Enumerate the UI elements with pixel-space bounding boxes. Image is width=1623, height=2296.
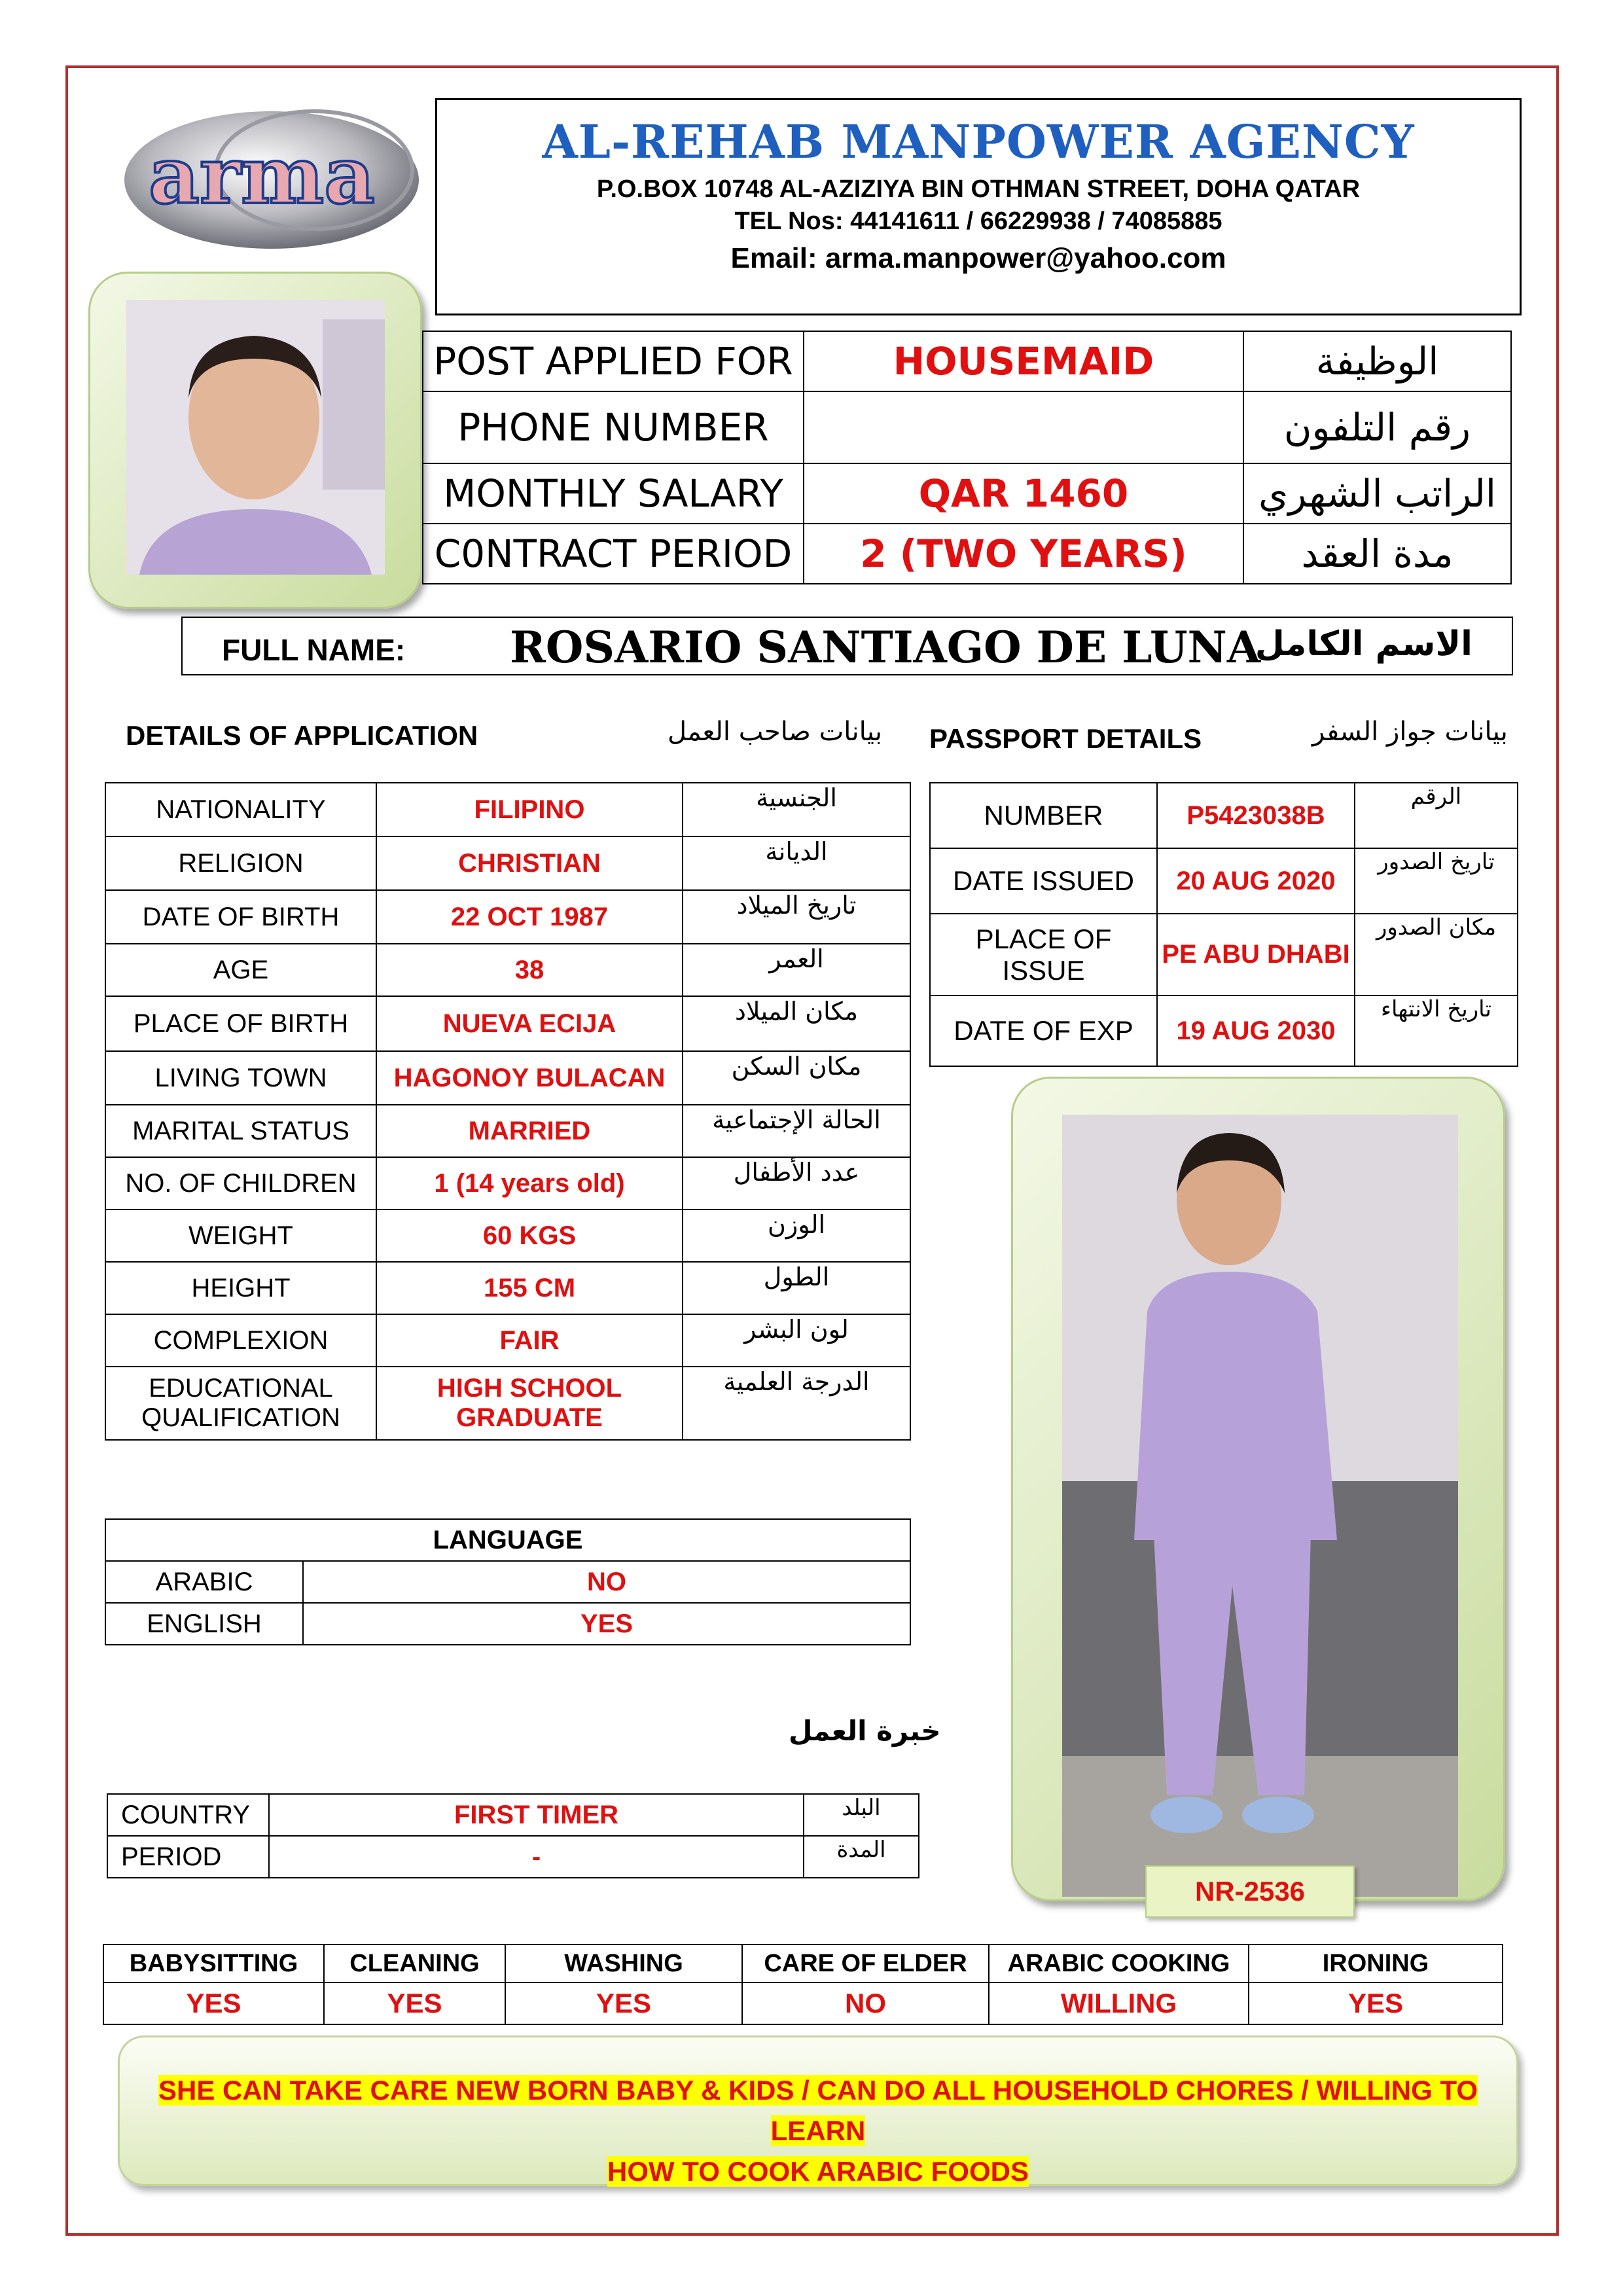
detail-label-ar: تاريخ الميلاد bbox=[683, 890, 910, 944]
post-row bbox=[423, 391, 1511, 463]
passport-label-ar: مكان الصدور bbox=[1355, 914, 1518, 996]
detail-label-ar: العمر bbox=[683, 944, 910, 996]
detail-value: 22 OCT 1987 bbox=[376, 890, 683, 944]
skill-value: YES bbox=[505, 1982, 742, 2024]
table-row bbox=[930, 783, 1518, 848]
detail-label: NO. OF CHILDREN bbox=[105, 1157, 376, 1210]
post-row bbox=[423, 463, 1511, 524]
passport-table bbox=[929, 782, 1518, 1067]
full-name-label-ar: الاسم الكامل bbox=[1255, 624, 1472, 664]
agency-address: P.O.BOX 10748 AL-AZIZIYA BIN OTHMAN STREET, DOHA QATAR bbox=[596, 175, 1361, 203]
detail-value: CHRISTIAN bbox=[376, 836, 683, 890]
language-table bbox=[105, 1518, 911, 1645]
svg-text:arma: arma bbox=[149, 130, 375, 222]
table-row bbox=[105, 836, 910, 890]
detail-value: 38 bbox=[376, 944, 683, 996]
post-label-ar: مدة العقد bbox=[1243, 524, 1511, 584]
skills-value-row bbox=[103, 1982, 1503, 2024]
experience-table bbox=[107, 1793, 919, 1878]
post-value: QAR 1460 bbox=[804, 463, 1243, 524]
table-row bbox=[105, 996, 910, 1051]
passport-label: PLACE OF ISSUE bbox=[930, 914, 1157, 996]
detail-label: HEIGHT bbox=[105, 1262, 376, 1314]
detail-value: HAGONOY BULACAN bbox=[376, 1051, 683, 1105]
passport-value: 19 AUG 2030 bbox=[1157, 996, 1355, 1066]
passport-value: PE ABU DHABI bbox=[1157, 914, 1355, 996]
detail-label: RELIGION bbox=[105, 836, 376, 890]
post-table bbox=[422, 331, 1512, 584]
detail-label: NATIONALITY bbox=[105, 783, 376, 836]
table-row bbox=[107, 1794, 919, 1836]
table-row bbox=[105, 1603, 910, 1645]
detail-label-ar: الدرجة العلمية bbox=[683, 1367, 910, 1440]
full-name-box bbox=[181, 617, 1513, 675]
skill-value: YES bbox=[103, 1982, 324, 2024]
table-row bbox=[105, 1105, 910, 1157]
language-title: LANGUAGE bbox=[105, 1519, 910, 1561]
experience-label-ar: البلد bbox=[804, 1794, 919, 1836]
detail-label: DATE OF BIRTH bbox=[105, 890, 376, 944]
post-label: MONTHLY SALARY bbox=[423, 463, 804, 524]
post-label-ar: الوظيفة bbox=[1243, 331, 1511, 391]
detail-label-ar: الجنسية bbox=[683, 783, 910, 836]
skill-header: CLEANING bbox=[324, 1945, 505, 1982]
detail-value: 1 (14 years old) bbox=[376, 1157, 683, 1210]
agency-email: Email: arma.manpower@yahoo.com bbox=[730, 242, 1226, 274]
detail-value: MARRIED bbox=[376, 1105, 683, 1157]
detail-label: PLACE OF BIRTH bbox=[105, 996, 376, 1051]
passport-label-ar: تاريخ الانتهاء bbox=[1355, 996, 1518, 1066]
post-value: 2 (TWO YEARS) bbox=[804, 524, 1243, 584]
remark-box bbox=[118, 2036, 1518, 2186]
fullbody-photo-frame bbox=[1011, 1077, 1505, 1901]
agency-name: AL-REHAB MANPOWER AGENCY bbox=[542, 115, 1415, 169]
table-row bbox=[105, 944, 910, 996]
passport-label: NUMBER bbox=[930, 783, 1157, 848]
passport-label: DATE OF EXP bbox=[930, 996, 1157, 1066]
table-row bbox=[930, 996, 1518, 1066]
portrait-photo-frame bbox=[88, 272, 422, 609]
post-value bbox=[804, 391, 1243, 463]
table-row bbox=[105, 783, 910, 836]
portrait-photo bbox=[126, 300, 385, 575]
detail-label-ar: مكان السكن bbox=[683, 1051, 910, 1105]
skill-value: YES bbox=[1249, 1982, 1503, 2024]
detail-label: AGE bbox=[105, 944, 376, 996]
experience-title-ar: خبرة العمل bbox=[789, 1715, 941, 1747]
skill-header: BABYSITTING bbox=[103, 1945, 324, 1982]
skills-table bbox=[103, 1944, 1503, 2025]
table-row bbox=[105, 1314, 910, 1367]
skill-header: WASHING bbox=[505, 1945, 742, 1982]
fullbody-photo bbox=[1062, 1115, 1458, 1897]
details-title: DETAILS OF APPLICATION bbox=[126, 720, 478, 751]
detail-value: FILIPINO bbox=[376, 783, 683, 836]
language-label: ENGLISH bbox=[105, 1603, 303, 1645]
detail-value: 60 KGS bbox=[376, 1210, 683, 1262]
detail-value: NUEVA ECIJA bbox=[376, 996, 683, 1051]
detail-value: HIGH SCHOOL GRADUATE bbox=[376, 1367, 683, 1440]
table-row bbox=[105, 1519, 910, 1561]
agency-tel: TEL Nos: 44141611 / 66229938 / 74085885 bbox=[734, 207, 1222, 235]
detail-value: 155 CM bbox=[376, 1262, 683, 1314]
passport-value: 20 AUG 2020 bbox=[1157, 848, 1355, 914]
post-row bbox=[423, 331, 1511, 391]
detail-label: EDUCATIONAL QUALIFICATION bbox=[105, 1367, 376, 1440]
skill-value: NO bbox=[742, 1982, 989, 2024]
table-row bbox=[105, 1262, 910, 1314]
details-table bbox=[105, 782, 911, 1441]
details-title-ar: بيانات صاحب العمل bbox=[668, 717, 882, 747]
agency-header bbox=[435, 98, 1522, 315]
post-value: HOUSEMAID bbox=[804, 331, 1243, 391]
language-label: ARABIC bbox=[105, 1561, 303, 1603]
post-label: C0NTRACT PERIOD bbox=[423, 524, 804, 584]
table-row bbox=[107, 1836, 919, 1878]
post-label: PHONE NUMBER bbox=[423, 391, 804, 463]
skill-header: CARE OF ELDER bbox=[742, 1945, 989, 1982]
detail-label: WEIGHT bbox=[105, 1210, 376, 1262]
experience-label-ar: المدة bbox=[804, 1836, 919, 1878]
skill-value: WILLING bbox=[989, 1982, 1249, 2024]
passport-title: PASSPORT DETAILS bbox=[929, 723, 1202, 754]
reference-number: NR-2536 bbox=[1145, 1865, 1355, 1918]
detail-label: MARITAL STATUS bbox=[105, 1105, 376, 1157]
passport-label-ar: تاريخ الصدور bbox=[1355, 848, 1518, 914]
post-row bbox=[423, 524, 1511, 584]
detail-label-ar: الوزن bbox=[683, 1210, 910, 1262]
detail-label-ar: الديانة bbox=[683, 836, 910, 890]
language-value: YES bbox=[303, 1603, 910, 1645]
skills-header-row bbox=[103, 1945, 1503, 1982]
post-label-ar: الراتب الشهري bbox=[1243, 463, 1511, 524]
skill-header: IRONING bbox=[1249, 1945, 1503, 1982]
remark-line-2: HOW TO COOK ARABIC FOODS bbox=[607, 2156, 1029, 2187]
full-name-label: FULL NAME: bbox=[222, 633, 406, 667]
table-row bbox=[105, 1210, 910, 1262]
skill-header: ARABIC COOKING bbox=[989, 1945, 1249, 1982]
table-row bbox=[105, 1051, 910, 1105]
passport-label-ar: الرقم bbox=[1355, 783, 1518, 848]
remark-line-1: SHE CAN TAKE CARE NEW BORN BABY & KIDS / CAN DO ALL HOUSEHOLD CHORES / WILLING TO LEARN bbox=[158, 2075, 1478, 2146]
experience-label: COUNTRY bbox=[107, 1794, 269, 1836]
detail-label-ar: الحالة الإجتماعية bbox=[683, 1105, 910, 1157]
detail-label-ar: الطول bbox=[683, 1262, 910, 1314]
detail-label-ar: مكان الميلاد bbox=[683, 996, 910, 1051]
full-name-value: ROSARIO SANTIAGO DE LUNA bbox=[510, 622, 1261, 673]
detail-value: FAIR bbox=[376, 1314, 683, 1367]
detail-label-ar: لون البشر bbox=[683, 1314, 910, 1367]
passport-value: P5423038B bbox=[1157, 783, 1355, 848]
table-row bbox=[105, 1157, 910, 1210]
experience-value: - bbox=[269, 1836, 804, 1878]
skill-value: YES bbox=[324, 1982, 505, 2024]
table-row bbox=[105, 1367, 910, 1440]
agency-logo bbox=[118, 105, 425, 255]
table-row bbox=[930, 848, 1518, 914]
passport-title-ar: بيانات جواز السفر bbox=[1312, 717, 1508, 747]
post-label-ar: رقم التلفون bbox=[1243, 391, 1511, 463]
experience-label: PERIOD bbox=[107, 1836, 269, 1878]
experience-value: FIRST TIMER bbox=[269, 1794, 804, 1836]
post-label: POST APPLIED FOR bbox=[423, 331, 804, 391]
language-value: NO bbox=[303, 1561, 910, 1603]
table-row bbox=[930, 914, 1518, 996]
detail-label-ar: عدد الأطفال bbox=[683, 1157, 910, 1210]
detail-label: COMPLEXION bbox=[105, 1314, 376, 1367]
detail-label: LIVING TOWN bbox=[105, 1051, 376, 1105]
table-row bbox=[105, 1561, 910, 1603]
table-row bbox=[105, 890, 910, 944]
passport-label: DATE ISSUED bbox=[930, 848, 1157, 914]
